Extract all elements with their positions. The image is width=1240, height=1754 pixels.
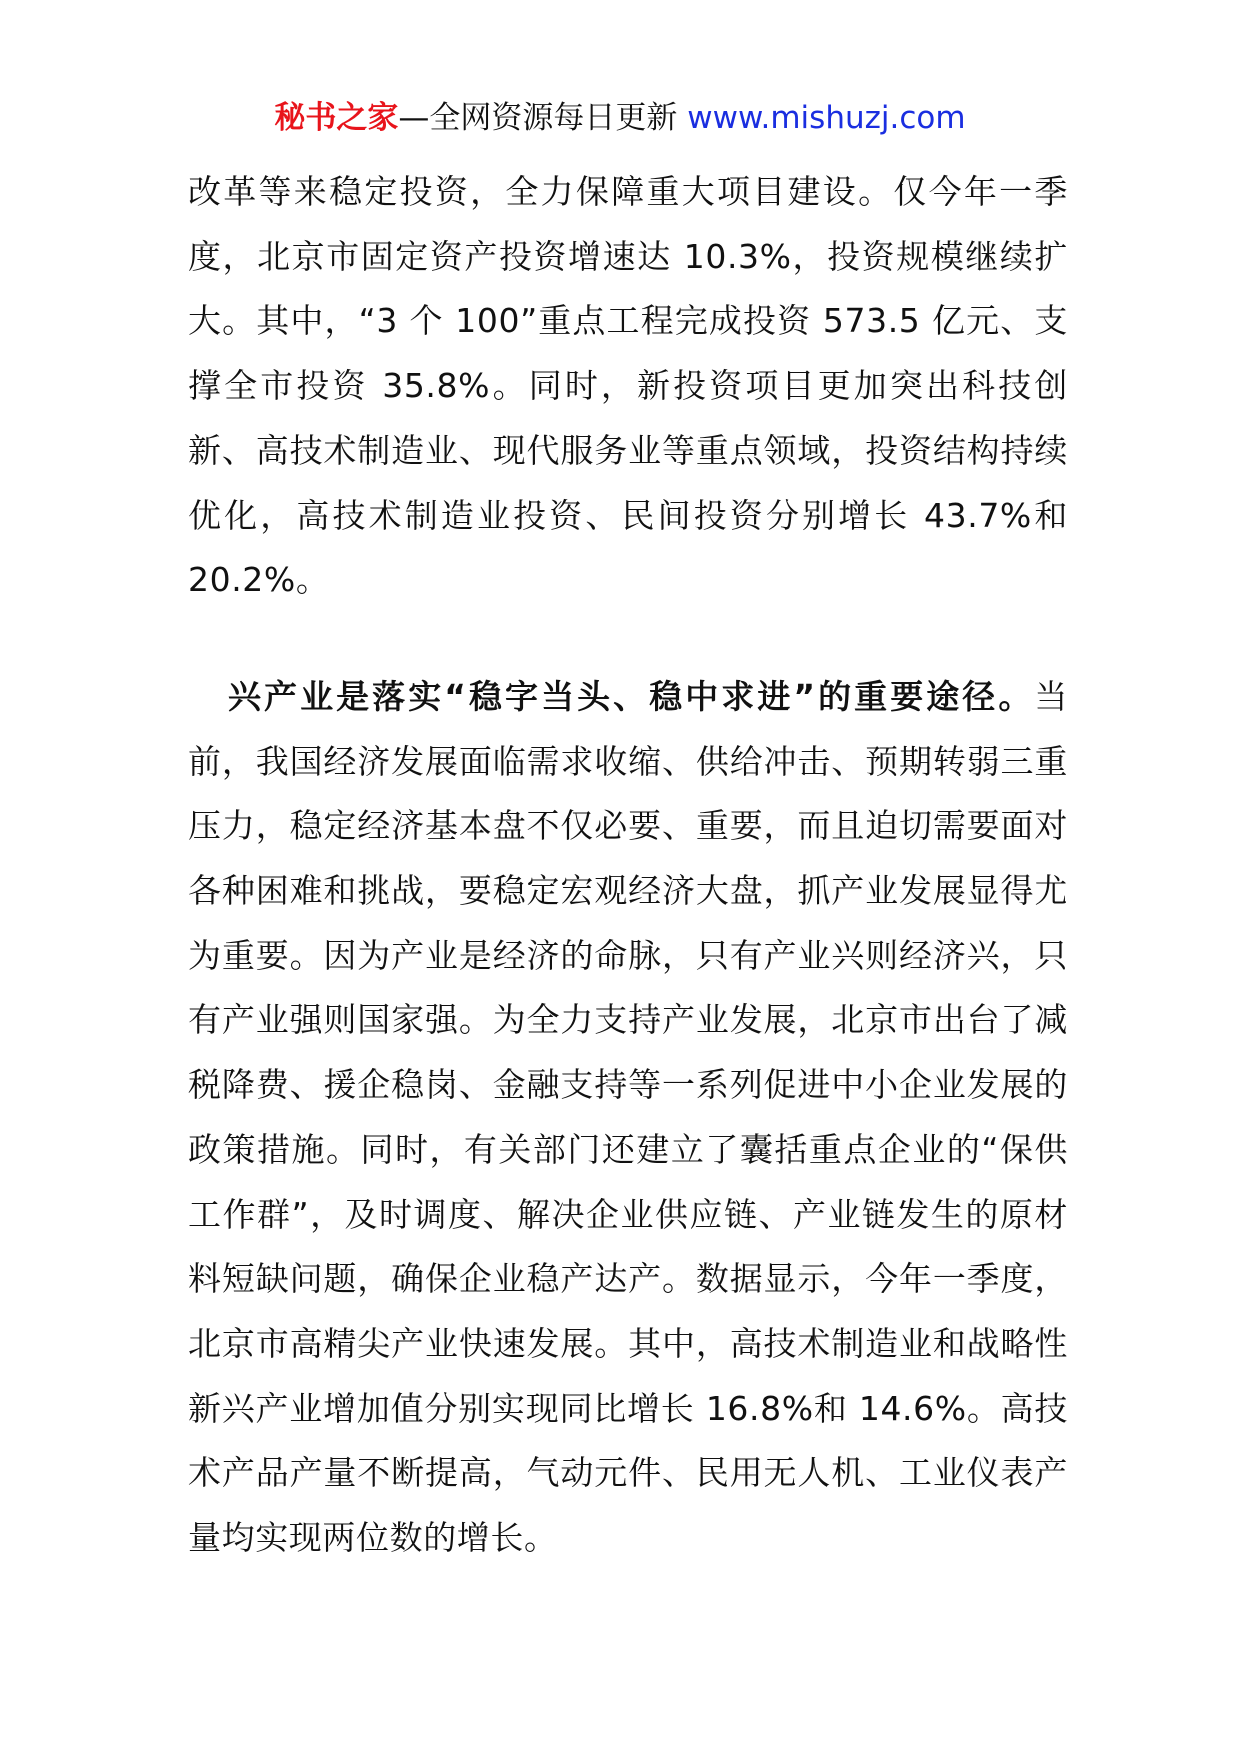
header-tagline: —全网资源每日更新: [398, 100, 678, 136]
website-link[interactable]: www.mishuzj.com: [687, 100, 966, 136]
paragraph-industry: [188, 665, 1068, 1571]
paragraph-body: 当前，我国经济发展面临需求收缩、供给冲击、预期转弱三重压力，稳定经济基本盘不仅必要、重要，而且迫切需要面对各种困难和挑战，要稳定宏观经济大盘，抓产业发展显得尤为重要。因为产业是经济的命脉，只有产业兴则经济兴，只有产业强则国家强。为全力支持产业发展，北京市出台了减税降费、援企稳岗、金融支持等一系列促进中小企业发展的政策措施。同时，有关部门还建立了囊括重点企业的“保供工作群”，及时调度、解决企业供应链、产业链发生的原材料短缺问题，确保企业稳产达产。数据显示，今年一季度，北京市高精尖产业快速发展。其中，高技术制造业和战略性新兴产业增加值分别实现同比增长 16.8%和 14.6%。高技术产品产量不断提高，气动元件、民用无人机、工业仪表产量均实现两位数的增长。: [188, 676, 1068, 1558]
document-body: [188, 160, 1068, 1571]
paragraph-investment: 改革等来稳定投资，全力保障重大项目建设。仅今年一季度，北京市固定资产投资增速达 10.3%，投资规模继续扩大。其中，“3 个 100”重点工程完成投资 573.5 亿元、支撑全市投资 35.8%。同时，新投资项目更加突出科技创新、高技术制造业、现代服务业等重点领域，投资结构持续优化，高技术制造业投资、民间投资分别增长 43.7%和 20.2%。: [188, 172, 1068, 600]
brand-name: 秘书之家: [274, 100, 399, 136]
page-header: [0, 98, 1240, 138]
paragraph-heading: 兴产业是落实“稳字当头、稳中求进”的重要途径。: [228, 676, 1035, 716]
